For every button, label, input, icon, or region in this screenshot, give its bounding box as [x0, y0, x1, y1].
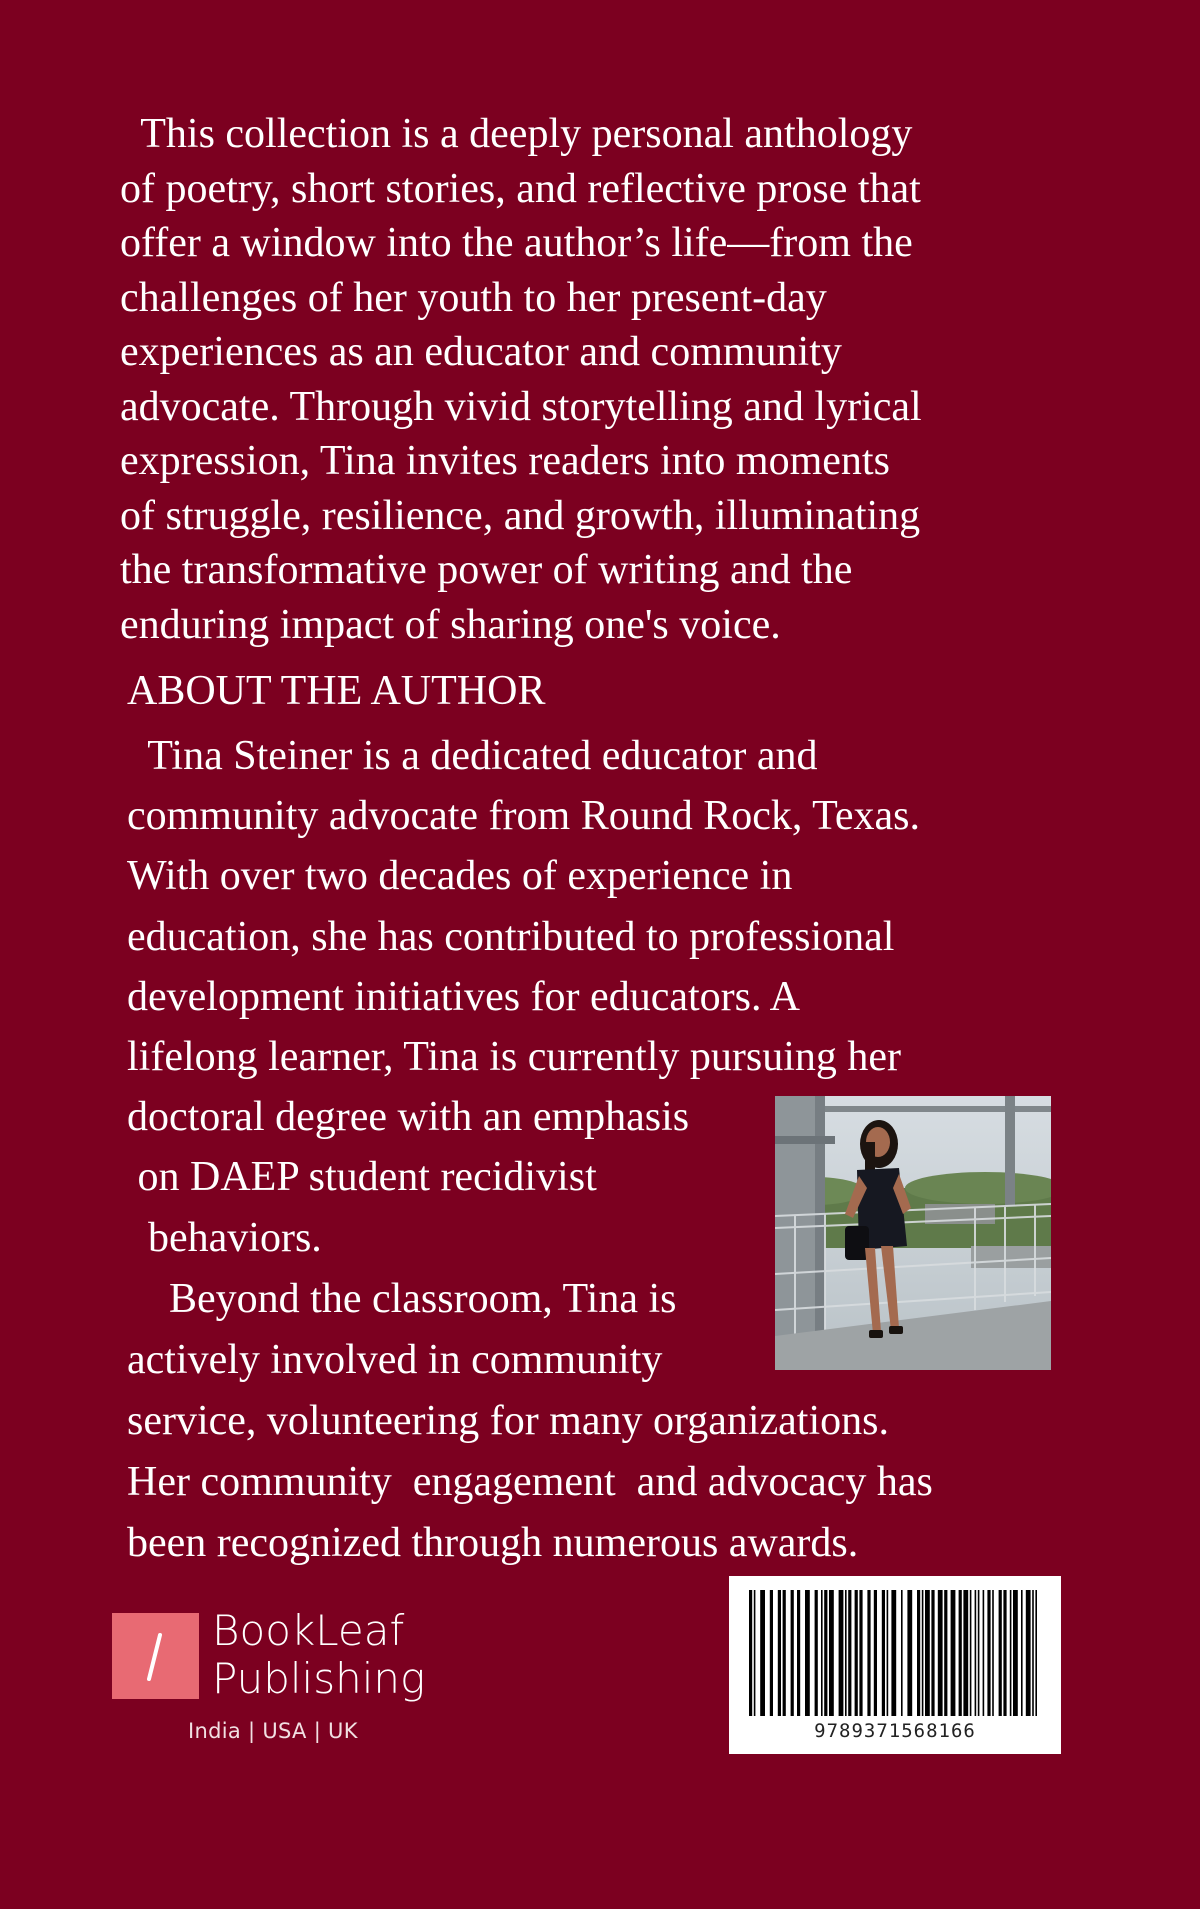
blurb-line: challenges of her youth to her present-day — [120, 274, 827, 321]
barcode-bar — [815, 1590, 818, 1716]
barcode-bar — [867, 1590, 870, 1716]
barcode-bar — [917, 1590, 920, 1716]
barcode-bar — [907, 1590, 912, 1716]
publisher-regions: India | USA | UK — [188, 1719, 358, 1743]
barcode-bar — [778, 1590, 781, 1716]
barcode-bar — [749, 1590, 752, 1716]
bio-line: on DAEP student recidivist — [127, 1154, 597, 1201]
publisher-name-line-2: Publishing — [212, 1654, 426, 1703]
barcode-bar — [1026, 1590, 1031, 1716]
bio-line: community advocate from Round Rock, Texas. — [127, 793, 920, 840]
blurb-line: expression, Tina invites readers into moments — [120, 438, 890, 484]
barcode-bar — [887, 1590, 889, 1716]
bio-line: Her community engagement and advocacy has — [127, 1459, 933, 1505]
barcode-bar — [891, 1590, 896, 1716]
barcode-bar — [845, 1590, 847, 1716]
barcode-bar — [978, 1590, 980, 1716]
barcode-bar — [1003, 1590, 1006, 1716]
bio-line: education, she has contributed to professional — [127, 913, 895, 960]
barcode-bar — [922, 1590, 924, 1716]
barcode-bar — [1010, 1590, 1012, 1716]
barcode-bar — [839, 1590, 844, 1716]
bio-line: behaviors. — [127, 1214, 322, 1261]
author-photo-image — [775, 1096, 1051, 1370]
barcode-bar — [992, 1590, 994, 1716]
blurb-line: of struggle, resilience, and growth, illuminating — [120, 492, 921, 539]
bio-line: development initiatives for educators. A — [127, 973, 800, 1020]
barcode-bar — [882, 1590, 885, 1716]
barcode-bar — [829, 1590, 834, 1716]
barcode-bar — [987, 1590, 990, 1716]
bio-line: lifelong learner, Tina is currently pursuing her — [127, 1034, 901, 1081]
barcode-bar — [1013, 1590, 1018, 1716]
isbn-barcode — [729, 1576, 1061, 1754]
barcode-icon — [747, 1590, 1043, 1716]
publisher-name — [212, 1607, 425, 1703]
publisher-name-line-1: BookLeaf — [212, 1606, 405, 1655]
barcode-bar — [970, 1590, 972, 1716]
bio-line: doctoral degree with an emphasis — [127, 1094, 690, 1141]
bio-line: Beyond the classroom, Tina is — [127, 1276, 677, 1322]
barcode-bar — [931, 1590, 934, 1716]
bio-line: With over two decades of experience in — [127, 853, 793, 900]
blurb-line: the transformative power of writing and the — [120, 547, 853, 593]
barcode-bar — [925, 1590, 930, 1716]
blurb-line: enduring impact of sharing one's voice. — [120, 601, 781, 648]
blurb-line: offer a window into the author’s life—from the — [120, 220, 913, 266]
barcode-bar — [999, 1590, 1002, 1716]
isbn-number: 9789371568166 — [814, 1720, 976, 1742]
barcode-bar — [821, 1590, 823, 1716]
barcode-bar — [1035, 1590, 1037, 1716]
barcode-bar — [770, 1590, 773, 1716]
barcode-bar — [859, 1590, 862, 1716]
barcode-bar — [951, 1590, 956, 1716]
barcode-bar — [791, 1590, 794, 1716]
barcode-bar — [1032, 1590, 1034, 1716]
barcode-bar — [959, 1590, 962, 1716]
barcode-bar — [963, 1590, 968, 1716]
blurb-line: experiences as an educator and community — [120, 329, 842, 375]
slash-icon — [112, 1613, 199, 1699]
bio-line: been recognized through numerous awards. — [127, 1520, 859, 1566]
barcode-bar — [797, 1590, 800, 1716]
bio-line: actively involved in community — [127, 1337, 663, 1383]
barcode-bar — [983, 1590, 985, 1716]
bio-line: service, volunteering for many organizations. — [127, 1398, 889, 1444]
barcode-bar — [944, 1590, 947, 1716]
barcode-bar — [754, 1590, 756, 1716]
barcode-bar — [938, 1590, 943, 1716]
blurb-line: of poetry, short stories, and reflective prose that — [120, 165, 921, 212]
about-author-heading: ABOUT THE AUTHOR — [127, 668, 546, 714]
barcode-bar — [824, 1590, 827, 1716]
barcode-bar — [805, 1590, 810, 1716]
barcode-bar — [975, 1590, 977, 1716]
barcode-bar — [760, 1590, 765, 1716]
barcode-bar — [848, 1590, 851, 1716]
barcode-bar — [855, 1590, 858, 1716]
barcode-bar — [1021, 1590, 1023, 1716]
blurb-text — [120, 107, 922, 652]
barcode-bar — [901, 1590, 903, 1716]
barcode-bar — [874, 1590, 877, 1716]
blurb-line: This collection is a deeply personal anthology — [120, 111, 913, 157]
bio-line: Tina Steiner is a dedicated educator and — [127, 733, 818, 779]
barcode-bar — [783, 1590, 786, 1716]
blurb-line: advocate. Through vivid storytelling and lyrical — [120, 383, 922, 430]
